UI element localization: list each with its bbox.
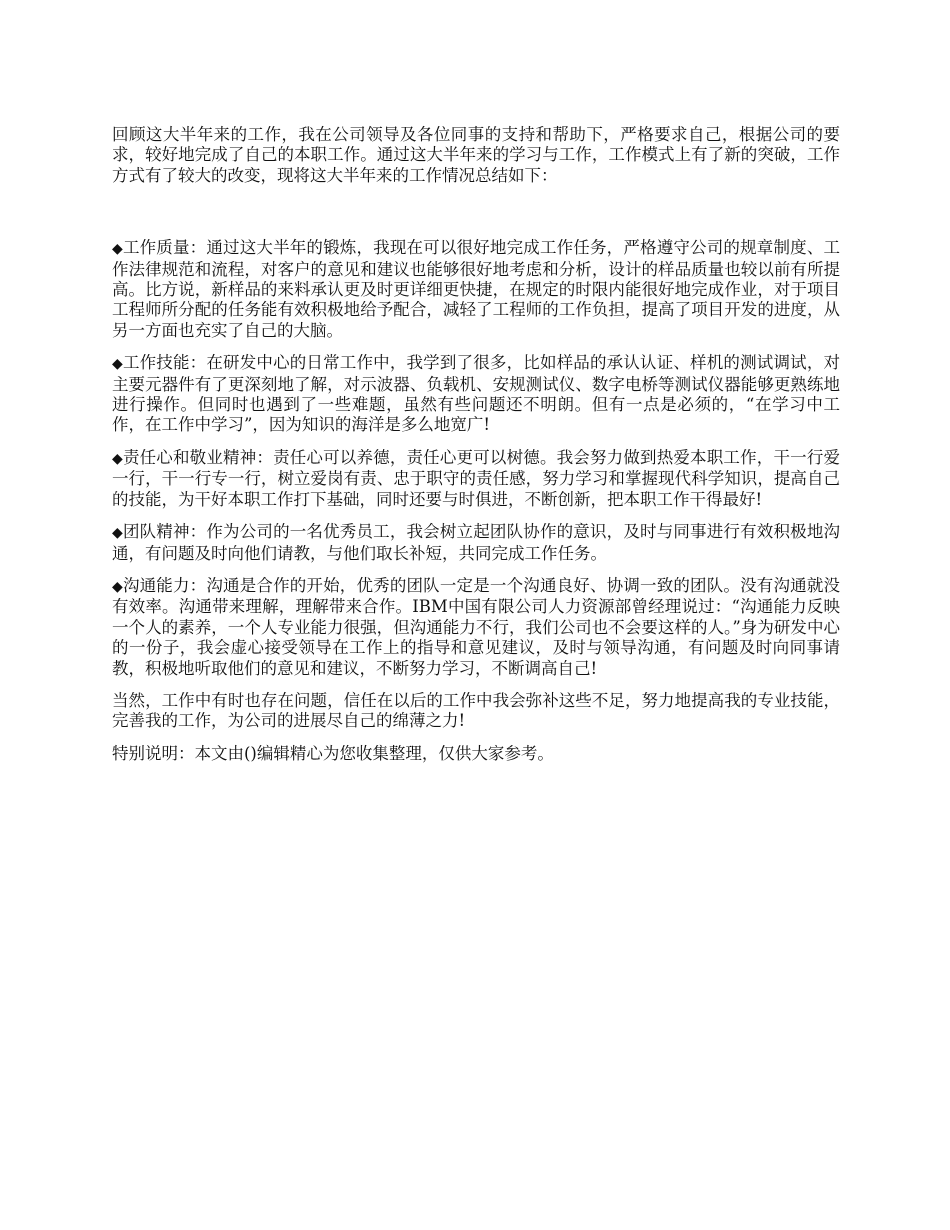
paragraph-teamwork — [112, 522, 840, 564]
paragraph-work-skills — [112, 353, 840, 436]
paragraph-communication — [112, 576, 840, 679]
document-body — [112, 125, 840, 776]
bullet-diamond-icon: ◆ — [112, 450, 123, 467]
paragraph-text: 工作质量：通过这大半年的锻炼，我现在可以很好地完成工作任务，严格遵守公司的规章制度、工作法律规范和流程，对客户的意见和建议也能够很好地考虑和分析，设计的样品质量也较以前有所提高。比方说，新样品的来料承认更及时更详细更快捷，在规定的时限内能很好地完成作业，对于项目工程师所分配的任务能有效积极地给予配合，减轻了工程师的工作负担，提高了项目开发的进度，从另一方面也充实了自己的大脑。 — [112, 238, 840, 340]
paragraph-text: 责任心和敬业精神：责任心可以养德，责任心更可以树德。我会努力做到热爱本职工作，干一行爱一行，干一行专一行，树立爱岗有责、忠于职守的责任感，努力学习和掌握现代科学知识，提高自己的技能，为干好本职工作打下基础，同时还要与时俱进，不断创新，把本职工作干得最好! — [112, 447, 840, 509]
paragraph-text: 回顾这大半年来的工作，我在公司领导及各位同事的支持和帮助下，严格要求自己，根据公司的要求，较好地完成了自己的本职工作。通过这大半年来的学习与工作，工作模式上有了新的突破，工作方式有了较大的改变，现将这大半年来的工作情况总结如下： — [112, 125, 840, 185]
paragraph-text: 沟通能力：沟通是合作的开始，优秀的团队一定是一个沟通良好、协调一致的团队。没有沟通就没有效率。沟通带来理解，理解带来合作。IBM中国有限公司人力资源部曾经理说过：“沟通能力反映一个人的素养，一个人专业能力很强，但沟通能力不行，我们公司也不会要这样的人。”身为研发中心的一份子，我会虚心接受领导在工作上的指导和意见建议，及时与领导沟通，有问题及时向同事请教，积极地听取他们的意见和建议，不断努力学习，不断调高自己! — [112, 575, 840, 678]
bullet-diamond-icon: ◆ — [112, 578, 123, 595]
paragraph-text: 当然，工作中有时也存在问题，信任在以后的工作中我会弥补这些不足，努力地提高我的专业技能，完善我的工作，为公司的进展尽自己的绵薄之力! — [112, 690, 840, 731]
bullet-diamond-icon: ◆ — [112, 525, 123, 542]
bullet-diamond-icon: ◆ — [112, 241, 123, 258]
paragraph-text: 团队精神：作为公司的一名优秀员工，我会树立起团队协作的意识，及时与同事进行有效积极地沟通，有问题及时向他们请教，与他们取长补短，共同完成工作任务。 — [112, 522, 840, 563]
paragraph-responsibility — [112, 448, 840, 510]
paragraph-text: 工作技能：在研发中心的日常工作中，我学到了很多，比如样品的承认认证、样机的测试调试，对主要元器件有了更深刻地了解，对示波器、负载机、安规测试仪、数字电桥等测试仪器能够更熟练地进行操作。但同时也遇到了一些难题，虽然有些问题还不明朗。但有一点是必须的，“在学习中工作，在工作中学习”，因为知识的海洋是多么地宽广! — [112, 353, 840, 435]
paragraph-note — [112, 744, 840, 764]
paragraph-conclusion — [112, 691, 840, 732]
bullet-diamond-icon: ◆ — [112, 356, 123, 373]
paragraph-work-quality — [112, 238, 840, 341]
paragraph-text: 特别说明：本文由()编辑精心为您收集整理，仅供大家参考。 — [112, 743, 554, 763]
paragraph-intro — [112, 125, 840, 186]
